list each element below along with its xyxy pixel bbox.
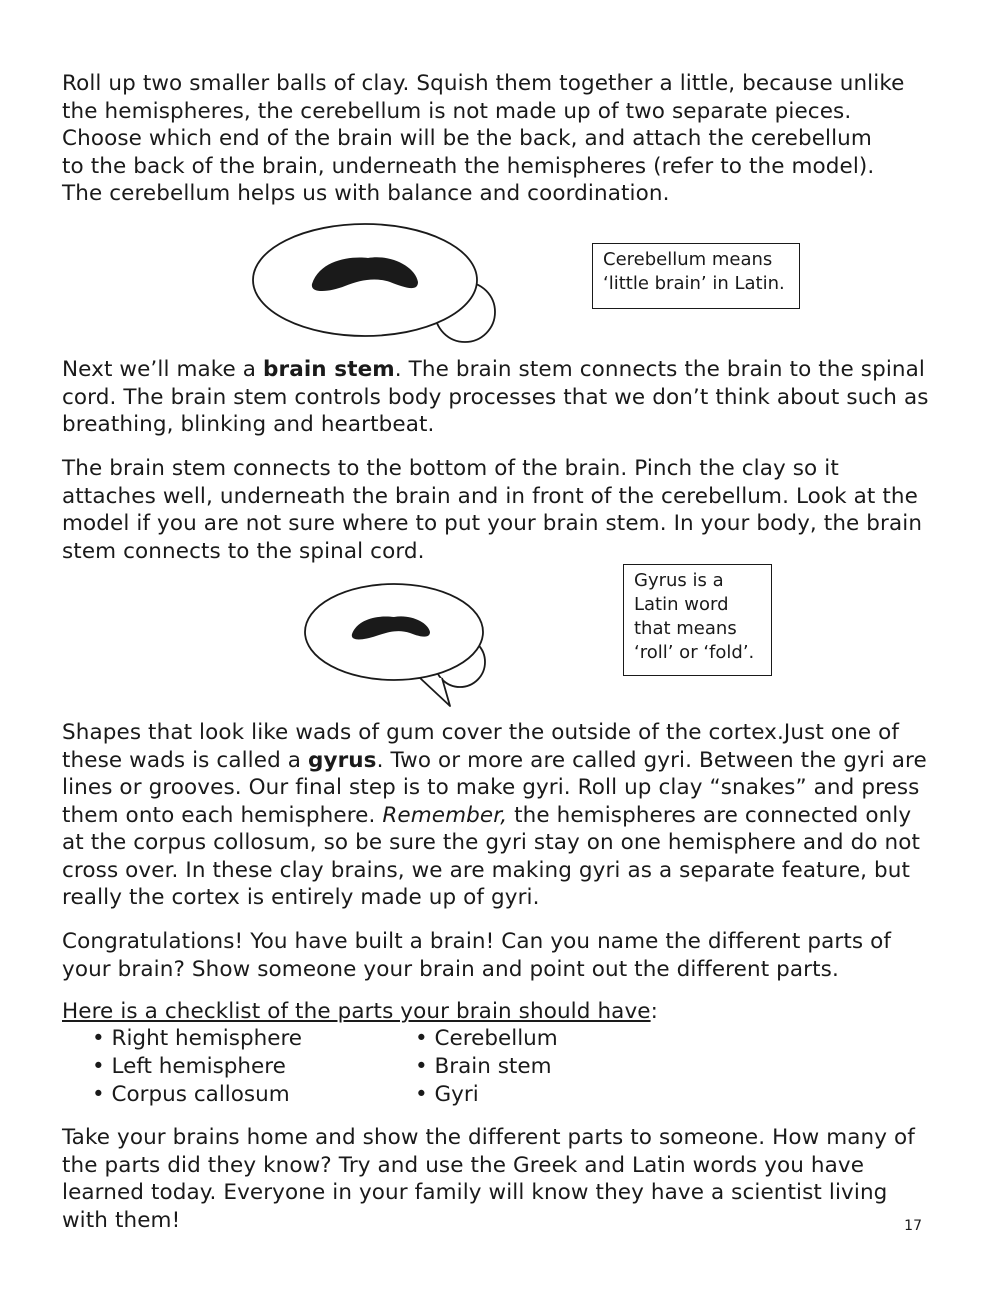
text-line: the hemispheres, the cerebellum is not made up of two separate pieces. — [62, 98, 852, 124]
text-line: The cerebellum helps us with balance and coordination. — [62, 181, 670, 206]
page-number: 17 — [904, 1218, 922, 1234]
checklist-column-left — [92, 1025, 302, 1109]
paragraph-take-home: Take your brains home and show the different parts to someone. How many of the parts did they know? Try and use the Greek and Latin words you have learned today. Everyone in your family will know they have a scientist living with them! — [62, 1125, 915, 1233]
text-run: Shapes that look like wads of gum cover the outside of the cortex.Just one of these wads is called a — [62, 720, 900, 773]
text-line: to the back of the brain, underneath the hemispheres (refer to the model). — [62, 153, 875, 179]
checklist-item: • Corpus callosum — [92, 1082, 290, 1107]
note-line: Latin word — [634, 594, 729, 615]
text-run: Next we’ll make a — [62, 357, 264, 382]
note-cerebellum-definition — [592, 243, 800, 309]
note-line: ‘little brain’ in Latin. — [603, 273, 785, 294]
text-run: the hemispheres are connected only at the corpus collosum, so be sure the gyri stay on one hemisphere and do not cross over. In these clay brains, we are making gyri as a separate feature, but really the cortex is entirely made up of gyri. — [62, 802, 921, 910]
paragraph-cerebellum-instructions — [62, 70, 932, 208]
paragraph-congratulations: Congratulations! You have built a brain! Can you name the different parts of your brain? Show someone your brain and point out the different parts. — [62, 929, 892, 982]
checklist-item: • Right hemisphere — [92, 1026, 303, 1051]
checklist-heading — [62, 998, 932, 1026]
note-gyrus-definition — [623, 564, 772, 676]
checklist-column-right — [415, 1025, 558, 1109]
checklist-item: • Cerebellum — [415, 1026, 558, 1051]
note-line: Cerebellum means — [603, 249, 773, 270]
term-brain-stem: brain stem — [263, 357, 395, 382]
checklist-item: • Left hemisphere — [92, 1054, 286, 1079]
brain-stem-illustration — [302, 582, 502, 712]
note-line: ‘roll’ or ‘fold’. — [634, 642, 755, 663]
checklist-item: • Brain stem — [415, 1054, 552, 1079]
paragraph-gyri-instructions — [62, 719, 932, 912]
text-run: . The brain stem connects the brain to the spinal cord. The brain stem controls body processes that we don’t think about such as breathing, blinking and heartbeat. — [62, 357, 929, 437]
paragraph-brain-stem-intro — [62, 356, 932, 439]
note-line: Gyrus is a — [634, 570, 724, 591]
checklist-heading-text: Here is a checklist of the parts your brain should have — [62, 999, 651, 1024]
brain-cerebellum-illustration — [250, 222, 510, 344]
note-line: that means — [634, 618, 737, 639]
checklist-item: • Gyri — [415, 1082, 479, 1107]
paragraph-brain-stem-attach: The brain stem connects to the bottom of the brain. Pinch the clay so it attaches well, underneath the brain and in front of the cerebellum. Look at the model if you are not sure where to put your brain stem. In your body, the brain stem connects to the spinal cord. — [62, 456, 923, 564]
text-line: Roll up two smaller balls of clay. Squish them together a little, because unlike — [62, 71, 905, 96]
text-run: . Two or more are called gyri. Between the gyri are lines or grooves. Our final step is to make gyri. Roll up clay “snakes” and press them onto each hemisphere. — [62, 747, 927, 828]
brain-outline — [305, 584, 483, 680]
term-gyrus: gyrus — [307, 747, 377, 773]
text-line: Choose which end of the brain will be the back, and attach the cerebellum — [62, 126, 872, 151]
emphasis-remember: Remember, — [382, 802, 508, 828]
checklist-heading-colon: : — [650, 999, 658, 1024]
